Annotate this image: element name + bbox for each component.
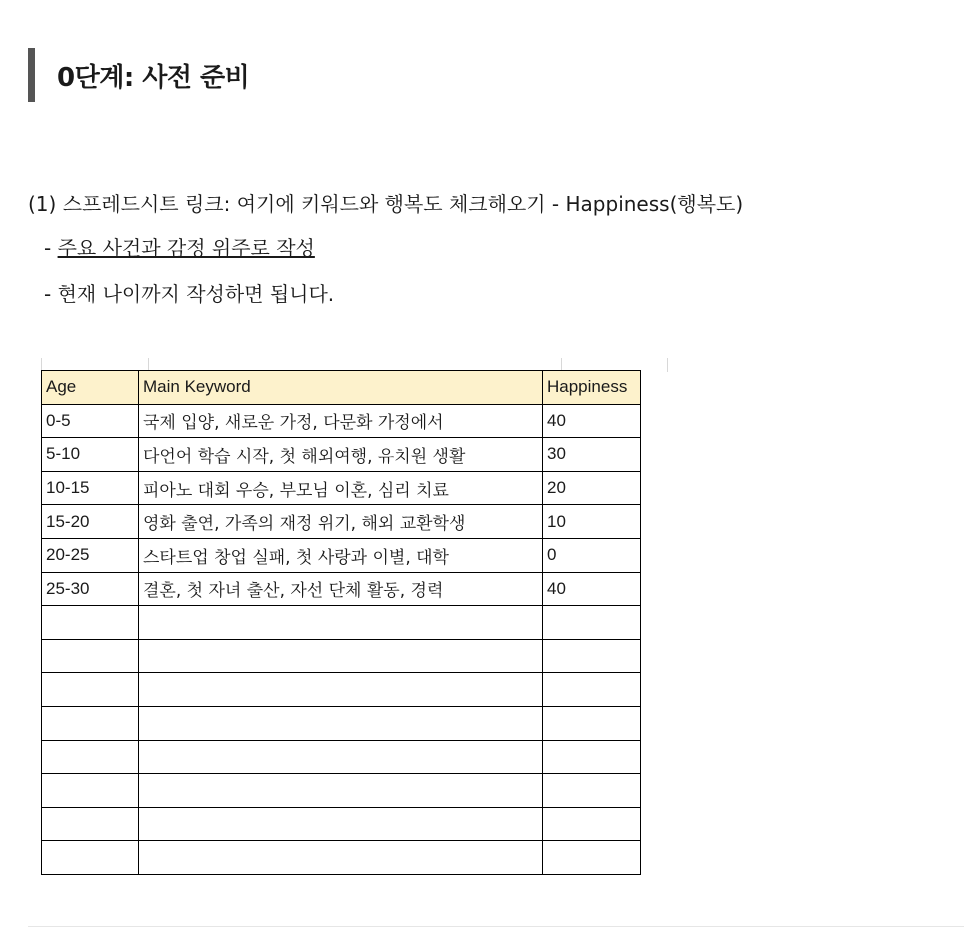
cell-happiness[interactable]: 20: [543, 471, 641, 505]
cell-keyword[interactable]: 다언어 학습 시작, 첫 해외여행, 유치원 생활: [139, 438, 543, 472]
empty-cell[interactable]: [543, 639, 641, 673]
cell-keyword[interactable]: 국제 입양, 새로운 가정, 다문화 가정에서: [139, 404, 543, 438]
spreadsheet-embed: [30, 358, 670, 878]
cell-keyword[interactable]: 피아노 대회 우승, 부모님 이혼, 심리 치료: [139, 471, 543, 505]
header-main-keyword[interactable]: Main Keyword: [139, 371, 543, 405]
cell-happiness[interactable]: 10: [543, 505, 641, 539]
cell-age[interactable]: 0-5: [42, 404, 139, 438]
cell-age[interactable]: 25-30: [42, 572, 139, 606]
cell-happiness[interactable]: 40: [543, 572, 641, 606]
cell-happiness[interactable]: 30: [543, 438, 641, 472]
table-row-empty: [42, 807, 641, 841]
cell-age[interactable]: 15-20: [42, 505, 139, 539]
header-age[interactable]: Age: [42, 371, 139, 405]
bullet-focus-events: [44, 232, 315, 261]
table-row: [42, 505, 641, 539]
table-row: [42, 404, 641, 438]
empty-cell[interactable]: [543, 606, 641, 640]
empty-cell[interactable]: [139, 706, 543, 740]
empty-cell[interactable]: [543, 740, 641, 774]
empty-cell[interactable]: [42, 639, 139, 673]
empty-cell[interactable]: [543, 807, 641, 841]
table-row-empty: [42, 606, 641, 640]
cell-keyword[interactable]: 스타트업 창업 실패, 첫 사랑과 이별, 대학: [139, 538, 543, 572]
empty-cell[interactable]: [139, 807, 543, 841]
table-row: [42, 438, 641, 472]
table-header-row: [42, 371, 641, 405]
empty-cell[interactable]: [42, 673, 139, 707]
cell-age[interactable]: 20-25: [42, 538, 139, 572]
empty-cell[interactable]: [139, 606, 543, 640]
empty-cell[interactable]: [543, 673, 641, 707]
empty-cell[interactable]: [139, 639, 543, 673]
table-row: [42, 471, 641, 505]
cell-keyword[interactable]: 영화 출연, 가족의 재정 위기, 해외 교환학생: [139, 505, 543, 539]
sheet-grid-line: [667, 358, 668, 372]
header-happiness[interactable]: Happiness: [543, 371, 641, 405]
empty-cell[interactable]: [139, 774, 543, 808]
empty-cell[interactable]: [42, 706, 139, 740]
happiness-table: [41, 370, 641, 875]
table-row-empty: [42, 740, 641, 774]
empty-cell[interactable]: [543, 841, 641, 875]
table-row: [42, 572, 641, 606]
divider: [28, 926, 964, 927]
cell-age[interactable]: 5-10: [42, 438, 139, 472]
spreadsheet-link-paragraph[interactable]: (1) 스프레드시트 링크: 여기에 키워드와 행복도 체크해오기 - Happiness(행복도): [28, 192, 744, 216]
bullet-marker: -: [44, 236, 58, 260]
page-title: 0단계: 사전 준비: [57, 62, 250, 93]
empty-cell[interactable]: [42, 740, 139, 774]
table-row: [42, 538, 641, 572]
empty-cell[interactable]: [139, 841, 543, 875]
cell-happiness[interactable]: 40: [543, 404, 641, 438]
cell-keyword[interactable]: 결혼, 첫 자녀 출산, 자선 단체 활동, 경력: [139, 572, 543, 606]
heading-accent-bar: [28, 48, 35, 102]
empty-cell[interactable]: [42, 807, 139, 841]
cell-happiness[interactable]: 0: [543, 538, 641, 572]
empty-cell[interactable]: [42, 841, 139, 875]
bullet-focus-events-text: 주요 사건과 감정 위주로 작성: [57, 236, 315, 260]
section-heading: [28, 48, 249, 102]
empty-cell[interactable]: [42, 606, 139, 640]
empty-cell[interactable]: [543, 774, 641, 808]
table-row-empty: [42, 774, 641, 808]
table-row-empty: [42, 639, 641, 673]
table-row-empty: [42, 841, 641, 875]
bullet-current-age: - 현재 나이까지 작성하면 됩니다.: [44, 282, 335, 306]
empty-cell[interactable]: [42, 774, 139, 808]
table-row-empty: [42, 706, 641, 740]
empty-cell[interactable]: [543, 706, 641, 740]
table-row-empty: [42, 673, 641, 707]
cell-age[interactable]: 10-15: [42, 471, 139, 505]
empty-cell[interactable]: [139, 673, 543, 707]
empty-cell[interactable]: [139, 740, 543, 774]
